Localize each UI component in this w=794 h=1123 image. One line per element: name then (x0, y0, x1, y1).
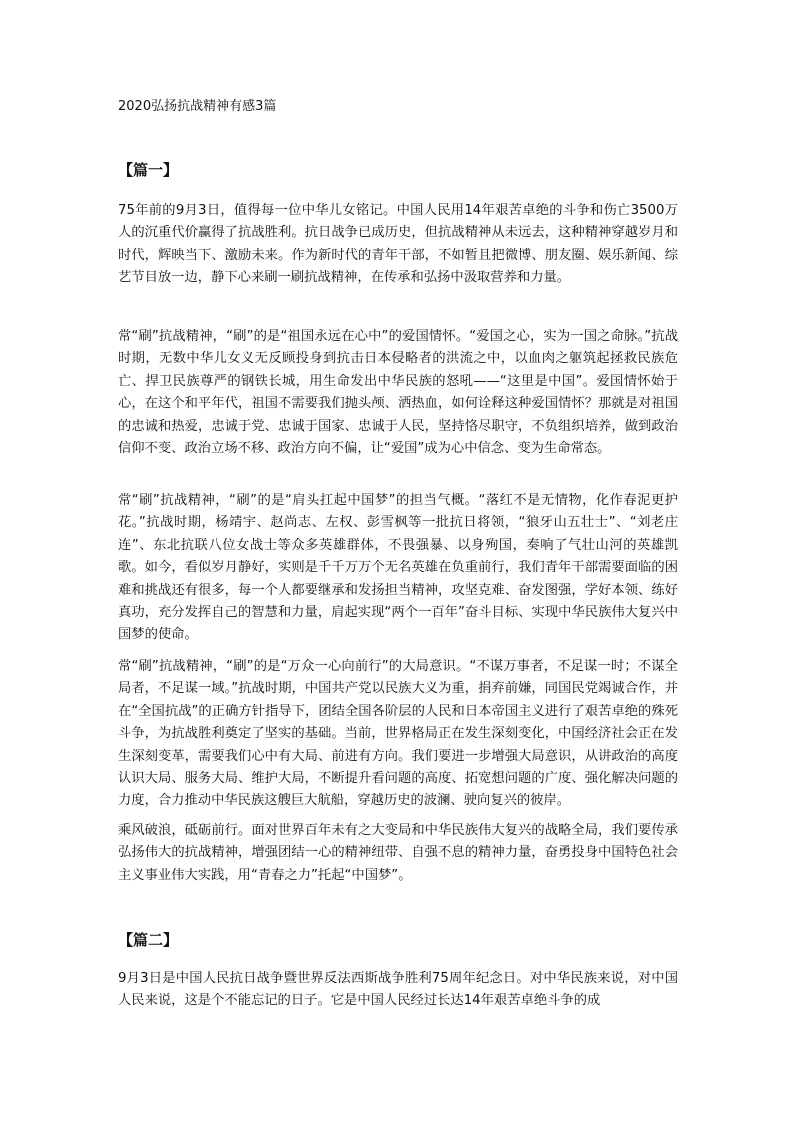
document-title: 2020弘扬抗战精神有感3篇 (118, 99, 277, 114)
paragraph-4: 常“刷”抗战精神，“刷”的是“万众一心向前行”的大局意识。“不谋万事者，不足谋一时；不谋全局者，不足谋一域。”抗战时期，中国共产党以民族大义为重，捐弃前嫌，同国民党竭诚合作，并在“全国抗战”的正确方针指导下，团结全国各阶层的人民和日本帝国主义进行了艰苦卓绝的殊死斗争，为抗战胜利奠定了坚实的基础。当前，世界格局正在发生深刻变化，中国经济社会正在发生深刻变革，需要我们心中有大局、前进有方向。我们要进一步增强大局意识，从讲政治的高度认识大局、服务大局、维护大局，不断提升看问题的高度、拓宽想问题的广度、强化解决问题的力度，合力推动中华民族这艘巨大航船，穿越历史的波澜、驶向复兴的彼岸。 (118, 659, 678, 809)
section-heading-1: 【篇一】 (118, 161, 179, 179)
paragraph-1: 75年前的9月3日，值得每一位中华儿女铭记。中国人民用14年艰苦卓绝的斗争和伤亡3500万人的沉重代价赢得了抗战胜利。抗日战争已成历史，但抗战精神从未远去，这种精神穿越岁月和时代，辉映当下、激励未来。作为新时代的青年干部，不如暂且把微博、朋友圈、娱乐新闻、综艺节目放一边，静下心来刷一刷抗战精神，在传承和弘扬中汲取营养和力量。 (118, 203, 678, 286)
paragraph-3: 常“刷”抗战精神，“刷”的是“肩头扛起中国梦”的担当气概。“落红不是无情物，化作春泥更护花。”抗战时期，杨靖宇、赵尚志、左权、彭雪枫等一批抗日将领，“狼牙山五壮士”、“刘老庄连”、东北抗联八位女战士等众多英雄群体，不畏强暴、以身殉国，奏响了气壮山河的英雄凯歌。如今，看似岁月静好，实则是千千万万个无名英雄在负重前行，我们青年干部需要面临的困难和挑战还有很多，每一个人都要继承和发扬担当精神，攻坚克难、奋发图强，学好本领、练好真功，充分发挥自己的智慧和力量，肩起实现“两个一百年”奋斗目标、实现中华民族伟大复兴中国梦的使命。 (118, 493, 678, 643)
paragraph-6: 9月3日是中国人民抗日战争暨世界反法西斯战争胜利75周年纪念日。对中华民族来说，对中国人民来说，这是个不能忘记的日子。它是中国人民经过长达14年艰苦卓绝斗争的成 (118, 971, 678, 1009)
section-heading-2: 【篇二】 (118, 931, 179, 949)
paragraph-2: 常“刷”抗战精神，“刷”的是“祖国永远在心中”的爱国情怀。“爱国之心，实为一国之命脉。”抗战时期，无数中华儿女义无反顾投身到抗击日本侵略者的洪流之中，以血肉之躯筑起拯救民族危亡、捍卫民族尊严的钢铁长城，用生命发出中华民族的怒吼——“这里是中国”。爱国情怀始于心，在这个和平年代，祖国不需要我们抛头颅、洒热血，如何诠释这种爱国情怀？那就是对祖国的忠诚和热爱，忠诚于党、忠诚于国家、忠诚于人民，坚持恪尽职守，不负组织培养，做到政治信仰不变、政治立场不移、政治方向不偏，让“爱国”成为心中信念、变为生命常态。 (118, 329, 678, 457)
paragraph-5: 乘风破浪，砥砺前行。面对世界百年未有之大变局和中华民族伟大复兴的战略全局，我们要传承弘扬伟大的抗战精神，增强团结一心的精神纽带、自强不息的精神力量，奋勇投身中国特色社会主义事业伟大实践，用“青春之力”托起“中国梦”。 (118, 823, 678, 883)
